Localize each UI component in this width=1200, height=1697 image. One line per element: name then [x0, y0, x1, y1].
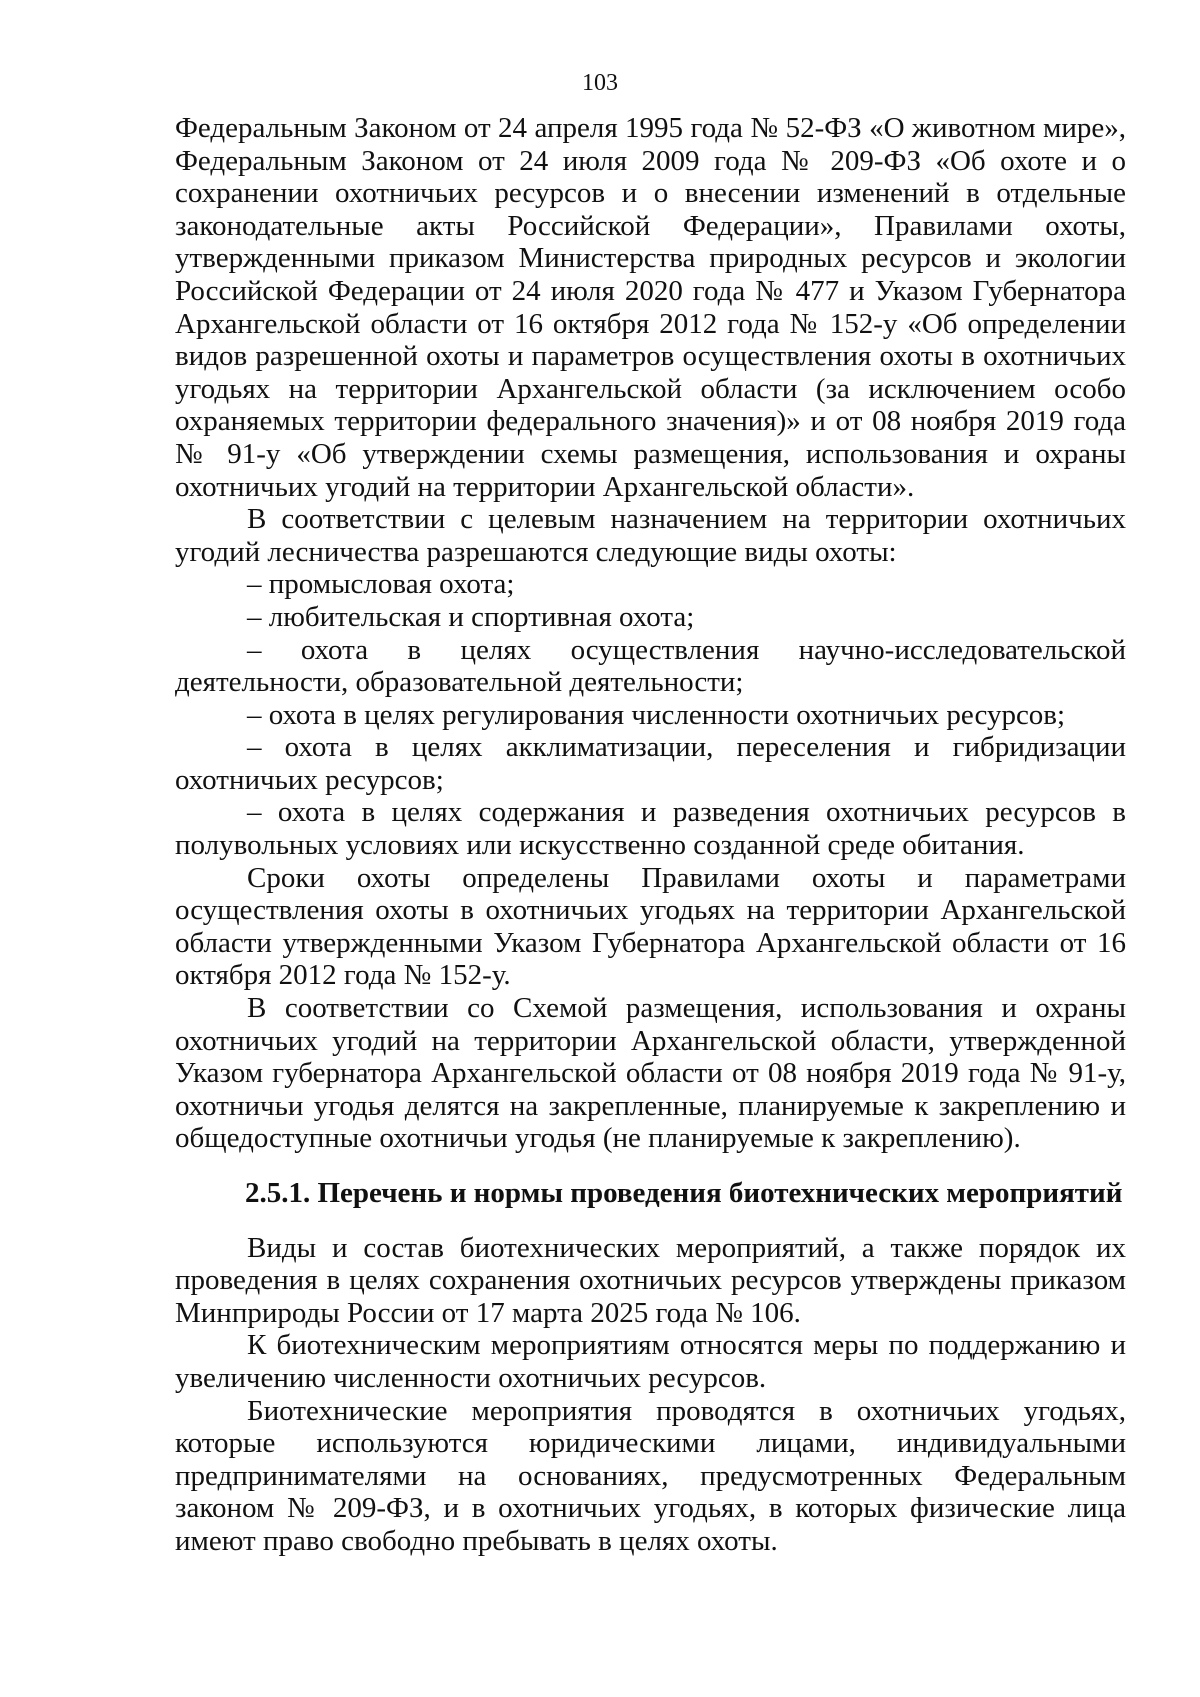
- list-item: – любительская и спортивная охота;: [247, 600, 695, 633]
- paragraph: В соответствии со Схемой размещения, использования и охраны охотничьих угодий на территории Архангельской области, утвержденной Указом губернатора Архангельской области от 08 ноября 2019 года № 91-у, охотничьи угодья делятся на закрепленные, планируемые к закреплению и общедоступные охотничьи угодья (не планируемые к закреплению).: [175, 992, 1126, 1155]
- list-item: – охота в целях осуществления научно-исследовательской деятельности, образовательной деятельности;: [175, 633, 1126, 699]
- paragraph: Виды и состав биотехнических мероприятий, а также порядок их проведения в целях сохранения охотничьих ресурсов утверждены приказом Минприроды России от 17 марта 2025 года № 106.: [175, 1231, 1126, 1329]
- page-number: 103: [582, 70, 618, 96]
- list-item: – охота в целях акклиматизации, переселения и гибридизации охотничьих ресурсов;: [175, 731, 1126, 796]
- list-item: – промысловая охота;: [247, 568, 515, 601]
- paragraph: Федеральным Законом от 24 апреля 1995 года № 52-ФЗ «О животном мире», Федеральным Законом от 24 июля 2009 года № 209-ФЗ «Об охоте и о сохранении охотничьих ресурсов и о внесении изменений в отдельные законодательные акты Российской Федерации», Правилами охоты, утвержденными приказом Министерства природных ресурсов и экологии Российской Федерации от 24 июля 2020 года № 477 и Указом Губернатора Архангельской области от 16 октября 2012 года № 152-у «Об определении видов разрешенной охоты и параметров осуществления охоты в охотничьих угодьях на территории Архангельской области (за исключением особо охраняемых территории федерального значения)» и от 08 ноября 2019 года № 91-у «Об утверждении схемы размещения, использования и охраны охотничьих угодий на территории Архангельской области».: [175, 112, 1126, 503]
- list-item: – охота в целях регулирования численности охотничьих ресурсов;: [247, 698, 1066, 731]
- paragraph: К биотехническим мероприятиям относятся меры по поддержанию и увеличению численности охотничьих ресурсов.: [175, 1329, 1126, 1394]
- paragraph: Сроки охоты определены Правилами охоты и параметрами осуществления охоты в охотничьих угодьях на территории Архангельской области утвержденными Указом Губернатора Архангельской области от 16 октября 2012 года № 152-у.: [175, 861, 1126, 992]
- list-item: – охота в целях содержания и разведения охотничьих ресурсов в полувольных условиях или искусственно созданной среде обитания.: [175, 796, 1126, 862]
- document-body: [175, 112, 1126, 1558]
- paragraph: В соответствии с целевым назначением на территории охотничьих угодий лесничества разрешаются следующие виды охоты:: [175, 503, 1126, 568]
- section-heading: 2.5.1. Перечень и нормы проведения биотехнических мероприятий: [245, 1177, 1123, 1209]
- paragraph: Биотехнические мероприятия проводятся в охотничьих угодьях, которые используются юридическими лицами, индивидуальными предпринимателями на основаниях, предусмотренных Федеральным законом № 209-ФЗ, и в охотничьих угодьях, в которых физические лица имеют право свободно пребывать в целях охоты.: [175, 1394, 1126, 1557]
